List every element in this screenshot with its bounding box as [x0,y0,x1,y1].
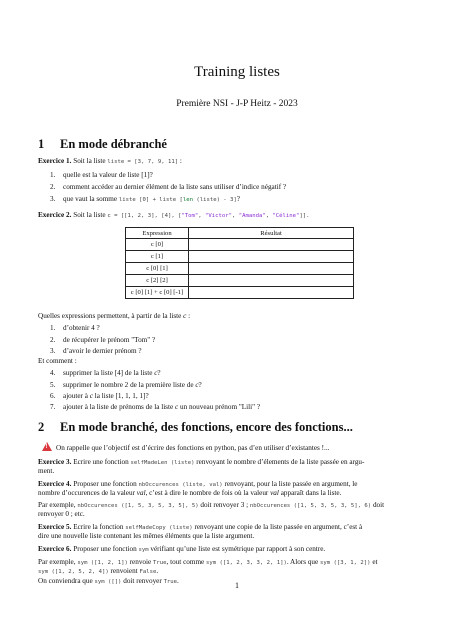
list-item [50,324,100,333]
section-number: 1 [38,137,45,151]
document-title: Training listes [194,64,280,80]
code-snippet: , [231,213,239,219]
expression-table [125,227,354,299]
warning-icon: ! [42,442,52,451]
list-item [50,171,153,180]
exercise-label: Exercice 1. [38,157,72,165]
code-string: "Céline" [272,213,300,219]
exercise-text: vérifiant qu’une liste est symétrique par rapport à son centre. [150,545,326,553]
code-snippet: False [139,569,157,575]
code-string: "Amanda" [238,213,266,219]
page-number: 1 [235,581,239,590]
item-text: d’obtenir 4 ? [63,324,100,332]
column-header: Expression [126,228,189,239]
exercise-text: , c’est à dire le nombre de fois où la valeur [145,489,269,497]
item-number: 2. [50,183,56,191]
list-item [50,381,202,390]
code-snippet: sym ([]) [94,579,122,585]
section-title: En mode branché, des fonctions, encore des fonctions... [60,420,353,434]
exercise-text: , tout comme [166,558,205,566]
exercise-text: : [179,157,182,165]
math-variable: c [89,392,93,400]
code-snippet: nbOccurences ([1, 5, 3, 5, 3, 5], 5) [77,503,199,509]
item-number: 7. [50,403,56,411]
exercise-text: Ecrire une fonction [73,458,129,466]
exercise-text: Par exemple, [38,501,76,509]
table-cell: c [0] [1] + c [0] [-1] [126,287,189,299]
exercise-text: nombre d’occurences de la valeur [38,489,135,497]
exercise-text: On conviendra que [38,577,93,585]
table-cell: c [0] [126,239,189,251]
item-number: 5. [50,381,56,389]
exercise-2-statement [38,211,438,221]
math-variable: val [270,489,279,497]
code-snippet: sym [138,547,149,553]
exercise-5-continuation: dire une nouvelle liste contenant les mêmes éléments que la liste argument. [38,532,255,540]
code-snippet: sym ([1, 2, 5, 2, 4]) [38,569,109,575]
table-cell: c [0] [1] [126,263,189,275]
warning-text: On rappelle que l’objectif est d’écrire des fonctions en python, pas d’en utiliser d’existantes !... [56,444,330,452]
code-snippet: nbOccurences ([1, 5, 3, 5, 3, 5], 6) [249,503,372,509]
item-text: ? [236,195,240,203]
empty-cell [189,287,354,299]
code-snippet: liste [0] + liste [ [118,197,183,203]
exercise-4-continuation [38,489,438,498]
code-snippet: (liste) - 3] [193,197,237,203]
exercise-text: Proposer une fonction [73,480,137,488]
exercise-text: . [156,567,159,575]
section-title: En mode débranché [60,137,167,151]
item-number: 3. [50,347,56,355]
exercise-4-example-continuation: renvoyer 0 ; etc. [38,510,85,518]
item-number: 1. [50,171,56,179]
exercise-text: . [177,577,179,585]
exercise-6-example-continuation [38,567,438,577]
code-snippet: , [198,213,206,219]
item-number: 6. [50,392,56,400]
exercise-label: Exercice 5. [38,523,72,531]
empty-cell [189,251,354,263]
exercise-text: renvoient [110,567,138,575]
item-text: de récupérer le prénom "Tom" ? [63,336,156,344]
code-string: "Tom" [181,213,199,219]
table-cell: c [1] [126,251,189,263]
table-header-row [126,228,354,239]
table-row [126,239,354,251]
math-variable: c [154,369,158,377]
exercise-text: Par exemple, [38,558,76,566]
exercise-text: . Alors que [286,558,319,566]
code-string: "Victor" [205,213,232,219]
empty-cell [189,263,354,275]
empty-cell [189,239,354,251]
empty-cell [189,275,354,287]
warning-note [42,441,438,453]
code-snippet: ]]. [299,213,310,219]
exercise-label: Exercice 3. [38,458,72,466]
exercise-label: Exercice 2. [38,211,72,219]
item-text: ajouter à la liste de prénoms de la liste [63,403,174,411]
exercise-text: Soit la liste [73,157,106,165]
exercise-text: renvoyant le nombre d’élements de la liste passée en argu- [196,458,365,466]
document-subtitle: Première NSI - J-P Heitz - 2023 [176,99,298,109]
section-number: 2 [38,420,45,434]
list-item [50,183,286,192]
item-text: un nouveau prénom "Lili" ? [179,403,261,411]
exercise-text: renvoyant une copie de la liste passée en argument, c’est à [194,523,363,531]
code-snippet: c = [[1, 2, 3], [4], [ [107,213,182,219]
exercise-3-continuation: ment. [38,467,55,475]
table-cell: c [2] [2] [126,275,189,287]
math-variable: c [183,312,187,320]
item-text: supprimer la liste [4] de la liste [63,369,153,377]
list-item [50,195,240,205]
exercise-text: renvoie [129,558,152,566]
item-text: comment accéder au dernier élément de la liste sans utiliser d’indice négatif ? [63,183,287,191]
code-snippet: sym ([3, 1, 2]) [320,560,371,566]
item-text: ajouter à [63,392,88,400]
item-text: ? [157,369,161,377]
item-text: ? [198,381,202,389]
code-snippet: True [163,579,178,585]
list-item [50,369,161,378]
item-number: 3. [50,195,56,203]
item-number: 2. [50,336,56,344]
exercise-text: doit renvoyer 3 ; [200,501,249,509]
code-snippet: selfMadeLen (liste) [130,460,195,466]
code-snippet: nbOccurences (liste, val) [138,482,223,488]
exercise-6-statement [38,545,438,555]
list-item [50,403,260,412]
table-row [126,251,354,263]
code-snippet: , [265,213,273,219]
code-keyword: len [182,197,193,203]
table-row [126,263,354,275]
item-text: supprimer le nombre 2 de la première liste de [63,381,194,389]
column-header: Résultat [189,228,354,239]
exercise-text: doit [372,501,385,509]
code-snippet: selfMadeCopy (liste) [125,525,193,531]
math-variable: c [174,403,179,411]
exercise-text: doit renvoyer [123,577,162,585]
item-text: quelle est la valeur de liste [1]? [63,171,153,179]
question-intro: Et comment : [38,357,77,365]
table-row [126,275,354,287]
question-text: Quelles expressions permettent, à partir de la liste [38,312,182,320]
section-heading-2 [38,420,353,435]
table-row [126,287,354,299]
question-text: : [188,312,191,320]
item-number: 1. [50,324,56,332]
exercise-label: Exercice 6. [38,545,72,553]
item-number: 4. [50,369,56,377]
exercise-text: Soit la liste [73,211,106,219]
question-intro [38,312,438,321]
list-item [50,347,142,356]
exercise-text: Ecrire la fonction [73,523,124,531]
exercise-1-statement [38,157,438,167]
item-text: que vaut la somme [63,195,118,203]
exercise-text: Proposer une fonction [73,545,137,553]
item-text: d’avoir le dernier prénom ? [63,347,142,355]
code-snippet: True [153,560,167,566]
exercise-text: renvoyant, pour la liste passée en argument, le [224,480,358,488]
list-item [50,392,149,401]
section-heading-1 [38,137,167,152]
item-text: la liste [1, 1, 1, 1]? [94,392,149,400]
math-variable: c [195,381,199,389]
list-item [50,336,155,345]
exercise-text: apparaît dans la liste. [280,489,342,497]
math-variable: val [136,489,146,497]
code-snippet: liste = [3, 7, 9, 11] [107,159,179,165]
code-snippet: sym ([1, 2, 3, 3, 2, 1]) [206,560,287,566]
exercise-text: et [372,558,378,566]
exercise-label: Exercice 4. [38,480,72,488]
code-snippet: sym ([1, 2, 1]) [77,560,128,566]
